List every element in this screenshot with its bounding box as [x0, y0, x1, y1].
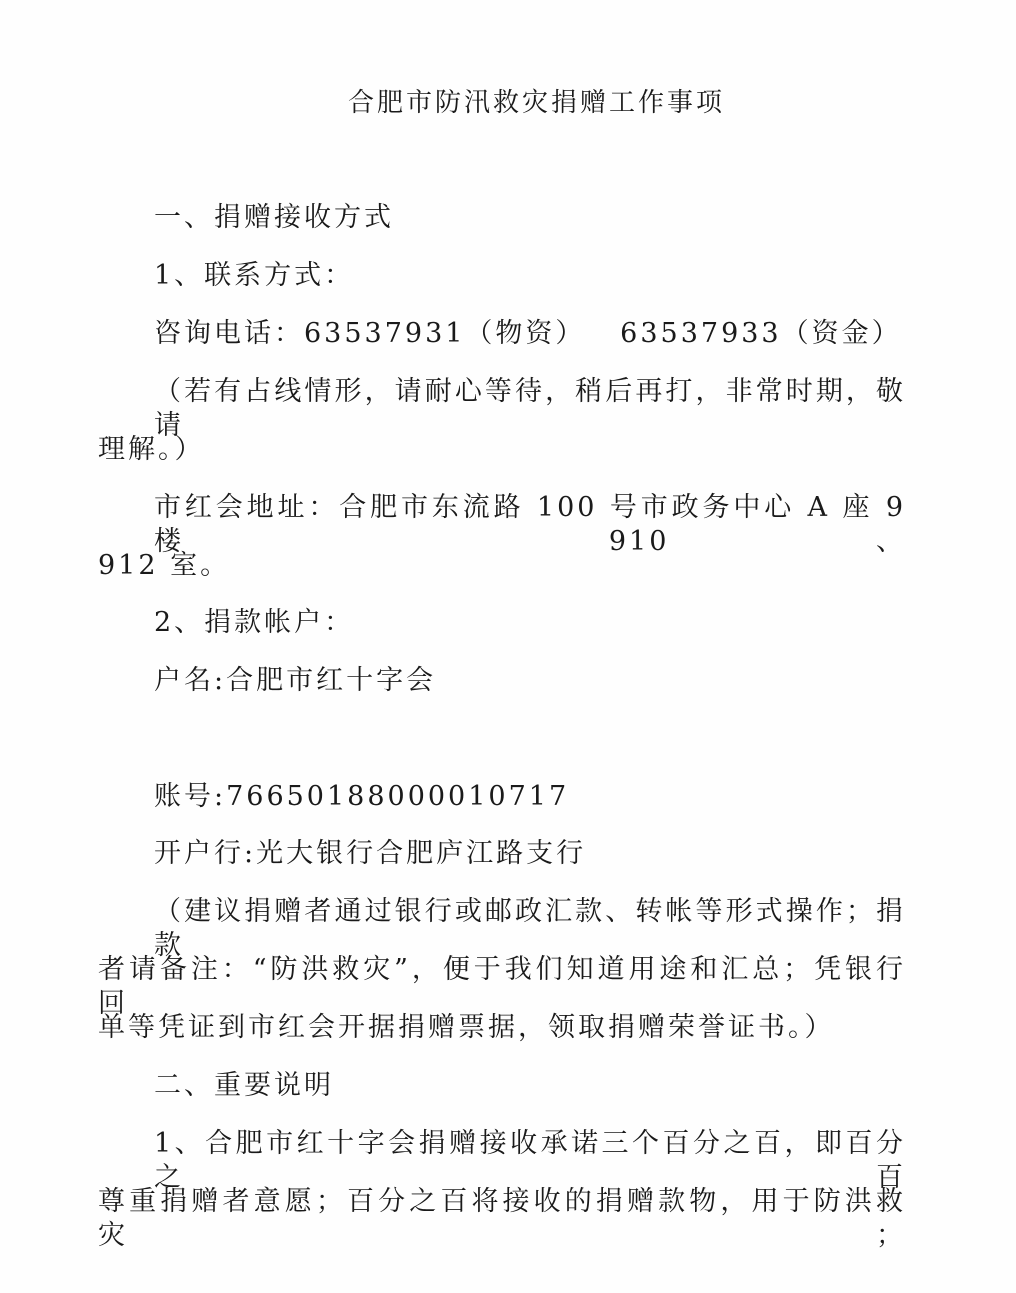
remark-line-2: 者请备注：“防洪救灾”，便于我们知道用途和汇总；凭银行回: [98, 954, 906, 1019]
section-1-heading: 一、捐赠接收方式: [154, 202, 394, 233]
remark-line-3: 单等凭证到市红会开据捐赠票据，领取捐赠荣誉证书。）: [98, 1012, 835, 1043]
account-heading: 2、捐款帐户：: [154, 607, 355, 638]
item-1-line-2: 尊重捐赠者意愿；百分之百将接收的捐赠款物，用于防洪救灾；: [98, 1186, 906, 1251]
address-line-1: 市红会地址：合肥市东流路 100 号市政务中心 A 座 9 楼 910、: [154, 492, 906, 557]
busy-note-line-1: （若有占线情形，请耐心等待，稍后再打，非常时期，敬请: [154, 376, 906, 441]
busy-note-line-2: 理解。）: [98, 434, 205, 465]
account-name: 户名:合肥市红十字会: [154, 665, 437, 696]
contact-heading: 1、联系方式：: [154, 260, 355, 291]
account-number: 账号:76650188000010717: [154, 781, 570, 812]
bank-name: 开户行:光大银行合肥庐江路支行: [154, 838, 587, 869]
address-line-2: 912 室。: [98, 550, 231, 581]
section-2-heading: 二、重要说明: [154, 1070, 334, 1101]
item-1-line-1: 1、合肥市红十字会捐赠接收承诺三个百分之百，即百分之百: [154, 1128, 906, 1193]
document-title: 合肥市防汛救灾捐赠工作事项: [348, 88, 726, 118]
remark-line-1: （建议捐赠者通过银行或邮政汇款、转帐等形式操作；捐款: [154, 896, 906, 961]
phone-line: 咨询电话：63537931（物资） 63537933（资金）: [154, 318, 902, 349]
